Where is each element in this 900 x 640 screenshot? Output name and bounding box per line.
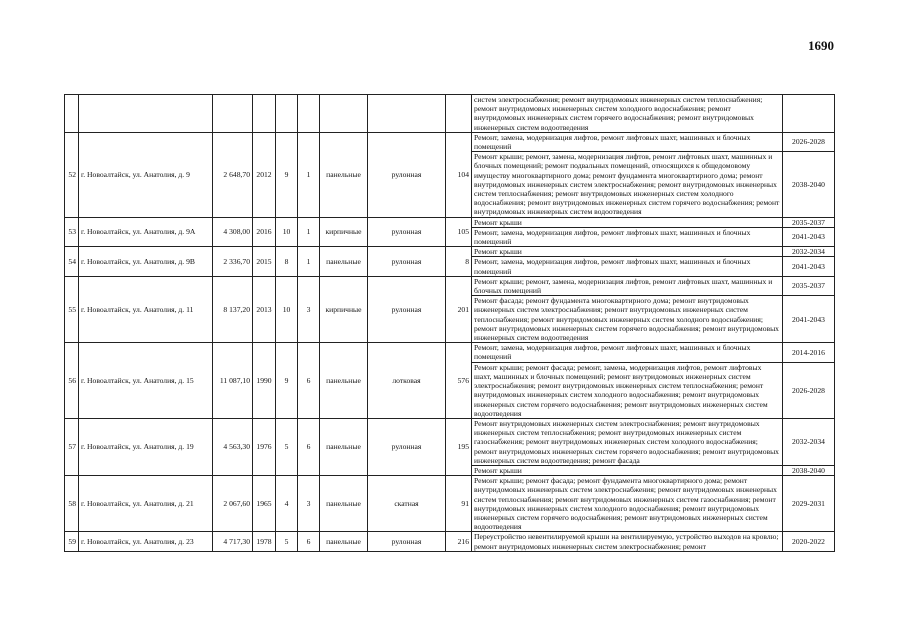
flats-cell: 91	[446, 476, 472, 532]
address-cell: г. Новоалтайск, ул. Анатолия, д. 19	[79, 418, 213, 475]
row-number: 56	[65, 343, 79, 419]
flats-cell: 576	[446, 343, 472, 419]
area-cell: 8 137,20	[213, 276, 253, 342]
row-number: 53	[65, 217, 79, 247]
year-cell: 1978	[253, 532, 276, 551]
wall-material-cell: панельные	[320, 532, 368, 551]
year-cell: 2012	[253, 132, 276, 217]
capital-repair-table	[64, 94, 835, 552]
works-cell: Ремонт, замена, модернизация лифтов, ремонт лифтовых шахт, машинных и блочных помещений	[472, 227, 783, 246]
area-cell	[213, 95, 253, 133]
period-cell: 2032-2034	[783, 247, 835, 257]
works-cell: Ремонт крыши	[472, 465, 783, 475]
period-cell: 2035-2037	[783, 276, 835, 295]
table-row	[65, 247, 835, 257]
flats-cell	[446, 95, 472, 133]
flats-cell: 201	[446, 276, 472, 342]
roof-type-cell: рулонная	[368, 276, 446, 342]
wall-material-cell: панельные	[320, 476, 368, 532]
year-cell: 1965	[253, 476, 276, 532]
year-cell: 2013	[253, 276, 276, 342]
period-cell: 2035-2037	[783, 217, 835, 227]
roof-type-cell: рулонная	[368, 418, 446, 475]
row-number: 59	[65, 532, 79, 551]
entrances-cell: 1	[298, 132, 320, 217]
works-cell: систем электроснабжения; ремонт внутридомовых инженерных систем теплоснабжения; ремонт внутридомовых инженерных систем холодного водоснабжения; ремонт внутридомовых инженерных систем горячего водоснабжения; ремонт внутридомовых инженерных систем водоотведения	[472, 95, 783, 133]
period-cell: 2020-2022	[783, 532, 835, 551]
roof-type-cell	[368, 95, 446, 133]
floors-cell: 10	[276, 276, 298, 342]
table-row	[65, 418, 835, 465]
address-cell	[79, 95, 213, 133]
wall-material-cell: панельные	[320, 343, 368, 419]
floors-cell	[276, 95, 298, 133]
floors-cell: 10	[276, 217, 298, 247]
wall-material-cell	[320, 95, 368, 133]
area-cell: 2 648,70	[213, 132, 253, 217]
address-cell: г. Новоалтайск, ул. Анатолия, д. 23	[79, 532, 213, 551]
page-number: 1690	[808, 38, 834, 53]
works-cell: Ремонт, замена, модернизация лифтов, ремонт лифтовых шахт, машинных и блочных помещений	[472, 132, 783, 151]
flats-cell: 216	[446, 532, 472, 551]
period-cell: 2038-2040	[783, 152, 835, 217]
flats-cell: 8	[446, 247, 472, 277]
row-number: 57	[65, 418, 79, 475]
floors-cell: 5	[276, 532, 298, 551]
works-cell: Ремонт крыши; ремонт фасада; ремонт фундамента многоквартирного дома; ремонт внутридомовых инженерных систем электроснабжения; ремонт внутридомовых инженерных систем теплоснабжения; ремонт внутридомовых инженерных систем газоснабжения; ремонт внутридомовых инженерных систем холодного водоснабжения; ремонт внутридомовых инженерных систем горячего водоснабжения; ремонт внутридомовых инженерных систем водоотведения	[472, 476, 783, 532]
works-cell: Ремонт фасада; ремонт фундамента многоквартирного дома; ремонт внутридомовых инженерных систем электроснабжения; ремонт внутридомовых инженерных систем теплоснабжения; ремонт внутридомовых инженерных систем холодного водоснабжения; ремонт внутридомовых инженерных систем горячего водоснабжения; ремонт внутридомовых инженерных систем водоотведения	[472, 296, 783, 343]
floors-cell: 4	[276, 476, 298, 532]
roof-type-cell: рулонная	[368, 247, 446, 277]
row-number: 58	[65, 476, 79, 532]
table-row	[65, 476, 835, 532]
table-row	[65, 276, 835, 295]
floors-cell: 8	[276, 247, 298, 277]
row-number: 55	[65, 276, 79, 342]
period-cell: 2026-2028	[783, 132, 835, 151]
floors-cell: 5	[276, 418, 298, 475]
works-cell: Ремонт крыши; ремонт, замена, модернизация лифтов, ремонт лифтовых шахт, машинных и блочных помещений; ремонт подвальных помещений, относящихся к общедомовому имуществу многоквартирного дома; ремонт фундамента многоквартирного дома; ремонт внутридомовых инженерных систем электроснабжения; ремонт внутридомовых инженерных систем теплоснабжения; ремонт внутридомовых инженерных систем холодного водоснабжения; ремонт внутридомовых инженерных систем горячего водоснабжения; ремонт внутридомовых инженерных систем водоотведения	[472, 152, 783, 217]
entrances-cell: 1	[298, 217, 320, 247]
period-cell: 2038-2040	[783, 465, 835, 475]
roof-type-cell: скатная	[368, 476, 446, 532]
area-cell: 11 087,10	[213, 343, 253, 419]
roof-type-cell: рулонная	[368, 132, 446, 217]
address-cell: г. Новоалтайск, ул. Анатолия, д. 15	[79, 343, 213, 419]
table-row	[65, 132, 835, 151]
period-cell: 2041-2043	[783, 296, 835, 343]
works-cell: Ремонт, замена, модернизация лифтов, ремонт лифтовых шахт, машинных и блочных помещений	[472, 257, 783, 276]
entrances-cell: 6	[298, 343, 320, 419]
period-cell: 2026-2028	[783, 362, 835, 418]
area-cell: 4 308,00	[213, 217, 253, 247]
wall-material-cell: панельные	[320, 247, 368, 277]
floors-cell: 9	[276, 132, 298, 217]
table-row	[65, 532, 835, 551]
entrances-cell: 1	[298, 247, 320, 277]
address-cell: г. Новоалтайск, ул. Анатолия, д. 9	[79, 132, 213, 217]
address-cell: г. Новоалтайск, ул. Анатолия, д. 21	[79, 476, 213, 532]
roof-type-cell: рулонная	[368, 532, 446, 551]
period-cell: 2041-2043	[783, 227, 835, 246]
wall-material-cell: панельные	[320, 418, 368, 475]
table-row	[65, 343, 835, 362]
area-cell: 4 717,30	[213, 532, 253, 551]
year-cell: 2016	[253, 217, 276, 247]
address-cell: г. Новоалтайск, ул. Анатолия, д. 9В	[79, 247, 213, 277]
row-number	[65, 95, 79, 133]
roof-type-cell: лотковая	[368, 343, 446, 419]
works-cell: Ремонт крыши; ремонт фасада; ремонт, замена, модернизация лифтов, ремонт лифтовых шахт, машинных и блочных помещений; ремонт внутридомовых инженерных систем электроснабжения; ремонт внутридомовых инженерных систем теплоснабжения; ремонт внутридомовых инженерных систем холодного водоснабжения; ремонт внутридомовых инженерных систем горячего водоснабжения; ремонт внутридомовых инженерных систем водоотведения	[472, 362, 783, 418]
flats-cell: 195	[446, 418, 472, 475]
address-cell: г. Новоалтайск, ул. Анатолия, д. 11	[79, 276, 213, 342]
works-cell: Переустройство невентилируемой крыши на вентилируемую, устройство выходов на кровлю; ремонт внутридомовых инженерных систем электроснабжения; ремонт	[472, 532, 783, 551]
period-cell	[783, 95, 835, 133]
works-cell: Ремонт крыши; ремонт, замена, модернизация лифтов, ремонт лифтовых шахт, машинных и блочных помещений	[472, 276, 783, 295]
flats-cell: 104	[446, 132, 472, 217]
table-row	[65, 95, 835, 133]
wall-material-cell: панельные	[320, 132, 368, 217]
period-cell: 2041-2043	[783, 257, 835, 276]
works-cell: Ремонт крыши	[472, 247, 783, 257]
period-cell: 2014-2016	[783, 343, 835, 362]
floors-cell: 9	[276, 343, 298, 419]
area-cell: 4 563,30	[213, 418, 253, 475]
wall-material-cell: кирпичные	[320, 217, 368, 247]
wall-material-cell: кирпичные	[320, 276, 368, 342]
flats-cell: 105	[446, 217, 472, 247]
table-row	[65, 217, 835, 227]
year-cell	[253, 95, 276, 133]
works-cell: Ремонт, замена, модернизация лифтов, ремонт лифтовых шахт, машинных и блочных помещений	[472, 343, 783, 362]
area-cell: 2 067,60	[213, 476, 253, 532]
works-cell: Ремонт внутридомовых инженерных систем электроснабжения; ремонт внутридомовых инженерных систем теплоснабжения; ремонт внутридомовых инженерных систем газоснабжения; ремонт внутридомовых инженерных систем холодного водоснабжения; ремонт внутридомовых инженерных систем горячего водоснабжения; ремонт внутридомовых инженерных систем водоотведения; ремонт фасада	[472, 418, 783, 465]
period-cell: 2032-2034	[783, 418, 835, 465]
entrances-cell: 6	[298, 532, 320, 551]
works-cell: Ремонт крыши	[472, 217, 783, 227]
roof-type-cell: рулонная	[368, 217, 446, 247]
address-cell: г. Новоалтайск, ул. Анатолия, д. 9А	[79, 217, 213, 247]
entrances-cell: 3	[298, 476, 320, 532]
row-number: 54	[65, 247, 79, 277]
year-cell: 1976	[253, 418, 276, 475]
year-cell: 1990	[253, 343, 276, 419]
entrances-cell: 6	[298, 418, 320, 475]
row-number: 52	[65, 132, 79, 217]
entrances-cell: 3	[298, 276, 320, 342]
area-cell: 2 336,70	[213, 247, 253, 277]
entrances-cell	[298, 95, 320, 133]
period-cell: 2029-2031	[783, 476, 835, 532]
year-cell: 2015	[253, 247, 276, 277]
